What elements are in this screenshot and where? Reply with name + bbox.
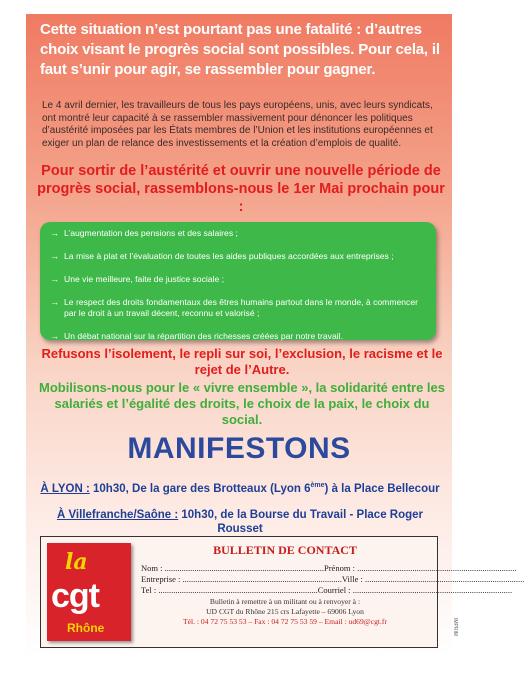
logo-cgt: cgt [51,577,99,615]
arrow-icon: → [50,274,59,284]
label-ville: Ville : [341,574,366,584]
contact-line-2: UD CGT du Rhône 215 crs Lafayette – 69006 Lyon [206,607,364,616]
field-ville[interactable]: ........................................................................... [365,574,524,584]
form-row [141,563,517,574]
demand-item: → La mise à plat et l’évaluation de toutes les aides publiques accordées aux entreprises ; [50,251,394,261]
arrow-icon: → [50,251,59,261]
arrow-icon: → [50,228,59,238]
event-place-end: ) à la Place Bellecour [324,482,440,495]
event-time: 10h30, [181,509,218,521]
call-to-action: Pour sortir de l’austérité et ouvrir une nouvelle période de progrès social, rassemblons-nous le 1er Mai prochain pour : [37,163,445,215]
field-nom[interactable]: ........................................................................... [164,563,324,573]
demands-box [40,222,436,340]
cgt-logo [47,543,131,641]
printer-code: IMPRIM [452,618,458,637]
logo-la: la [65,549,88,575]
event-lyon [40,479,440,496]
demand-item: → L’augmentation des pensions et des salaires ; [50,228,238,238]
mobilisation-statement: Mobilisons-nous pour le « vivre ensemble », la solidarité entre les salariés et l’égalité des droits, le choix de la paix, le choix du social. [38,380,445,427]
field-courriel[interactable]: ........................................................................... [352,585,513,595]
demand-item: → Un débat national sur la répartition des richesses créées par notre travail. [50,331,343,341]
field-tel[interactable]: ........................................................................... [158,585,318,595]
event-place-sup: ème [310,482,325,489]
event-place: De la gare des Brotteaux (Lyon 6 [132,482,311,495]
form-row [141,585,513,596]
contact-line-1: Bulletin à remettre à un militant ou à renvoyer à : [209,597,361,606]
label-prenom: Prénom : [324,563,358,573]
contact-info [137,597,433,627]
logo-region: Rhône [67,621,105,635]
field-entreprise[interactable]: ........................................................................... [182,574,342,584]
demand-item: → Une vie meilleure, faite de justice sociale ; [50,274,225,284]
main-headline: MANIFESTONS [127,432,351,465]
event-city: À LYON : [40,482,90,495]
label-entreprise: Entreprise : [141,574,183,584]
label-nom: Nom : [141,563,165,573]
field-prenom[interactable]: ........................................................................... [357,563,517,573]
context-paragraph: Le 4 avril dernier, les travailleurs de tous les pays européens, unis, avec leurs syndicats, ont montré leur capacité à se rassembler massivement pour dénoncer les politiques d’austérité imposées par les États membres de l’Union et les institutions européennes et exiger un plan de relance des investissements et la création d’emplois de qualité. [42,100,433,149]
contact-form [141,563,524,596]
arrow-icon: → [50,331,59,341]
form-row [141,574,524,585]
refusal-statement: Refusons l’isolement, le repli sur soi, l’exclusion, le racisme et le rejet de l’Autre. [41,346,443,377]
contact-title: BULLETIN DE CONTACT [213,543,357,557]
intro-headline: Cette situation n’est pourtant pas une fatalité : d’autres choix visant le progrès social sont possibles. Pour cela, il faut s’unir pour agir, se rassembler pour gagner. [40,21,440,78]
event-time: 10h30, [93,482,129,495]
event-place: de la Bourse du Travail - Place Roger Rousset [217,509,424,535]
label-courriel: Courriel : [317,585,353,595]
event-villefranche [40,508,440,536]
event-city: À Villefranche/Saône : [56,509,179,521]
contact-line-3: Tél. : 04 72 75 53 53 – Fax : 04 72 75 53 59 – Email : ud69@cgt.fr [183,617,387,626]
arrow-icon: → [50,297,59,307]
label-tel: Tel : [141,585,159,595]
demand-item: → Le respect des droits fondamentaux des êtres humains partout dans le monde, à commencer par le droit à un travail décent, reconnu et valorisé ; [50,297,418,318]
demands-list [40,222,436,342]
